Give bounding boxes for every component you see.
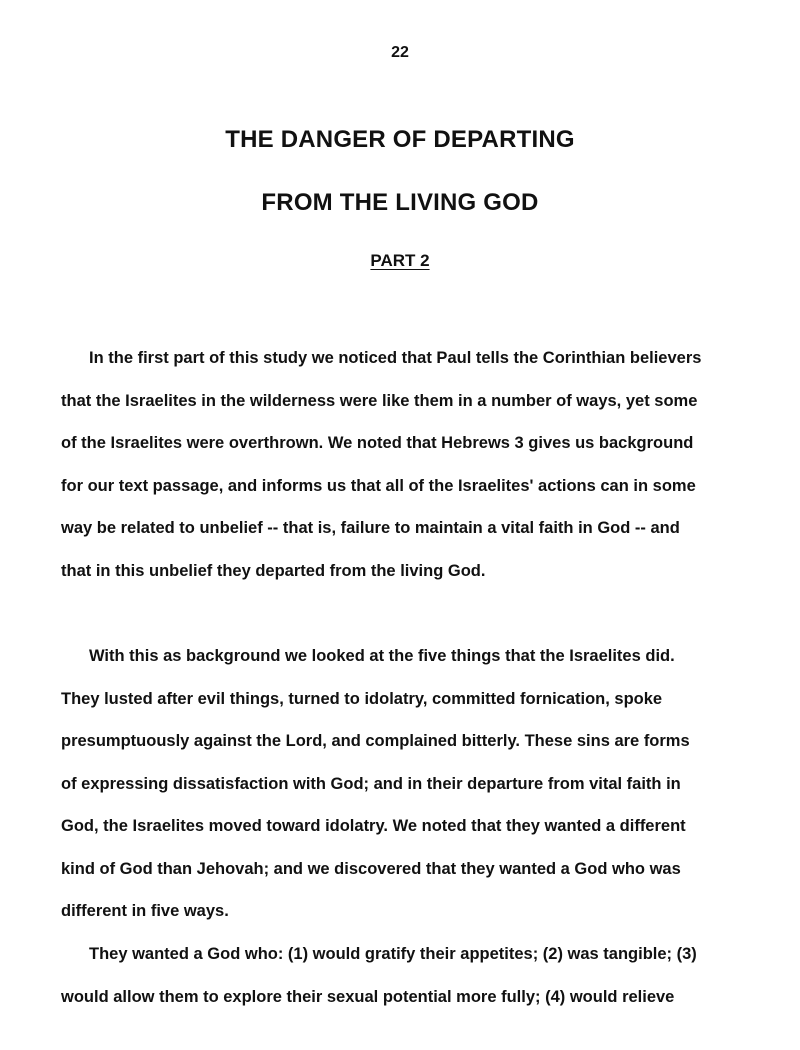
paragraph-line: way be related to unbelief -- that is, failure to maintain a vital faith in God -- and [61,519,680,537]
paragraph-line: of the Israelites were overthrown. We noted that Hebrews 3 gives us background [61,434,694,452]
page-number: 22 [391,44,409,61]
paragraph-line: They lusted after evil things, turned to idolatry, committed fornication, spoke [61,689,663,708]
paragraph-line: With this as background we looked at the five things that the Israelites did. [89,647,675,665]
part-heading-text: PART 2 [370,251,430,270]
part-heading [0,251,800,271]
page-title-line-1: THE DANGER OF DEPARTING [225,126,575,153]
paragraph-line: of expressing dissatisfaction with God; and in their departure from vital faith in [61,774,681,793]
paragraph-line: that in this unbelief they departed from the living God. [61,561,486,580]
paragraph-line: They wanted a God who: (1) would gratify their appetites; (2) was tangible; (3) [89,945,697,963]
paragraph-line: for our text passage, and informs us that all of the Israelites' actions can in some [61,476,696,495]
paragraph-line: God, the Israelites moved toward idolatry. We noted that they wanted a different [61,817,686,835]
paragraph-line: In the first part of this study we noticed that Paul tells the Corinthian believers [89,349,702,367]
paragraph-line: that the Israelites in the wilderness were like them in a number of ways, yet some [61,391,698,410]
paragraph-2 [61,635,751,933]
paragraph-line: presumptuously against the Lord, and complained bitterly. These sins are forms [61,732,690,750]
paragraph-1 [61,337,751,592]
paragraph-line: would allow them to explore their sexual potential more fully; (4) would relieve [61,987,675,1006]
paragraph-line: kind of God than Jehovah; and we discovered that they wanted a God who was [61,859,681,878]
paragraph-line: different in five ways. [61,902,229,920]
page-title-line-2: FROM THE LIVING GOD [261,189,539,216]
paragraph-3 [61,933,751,1018]
